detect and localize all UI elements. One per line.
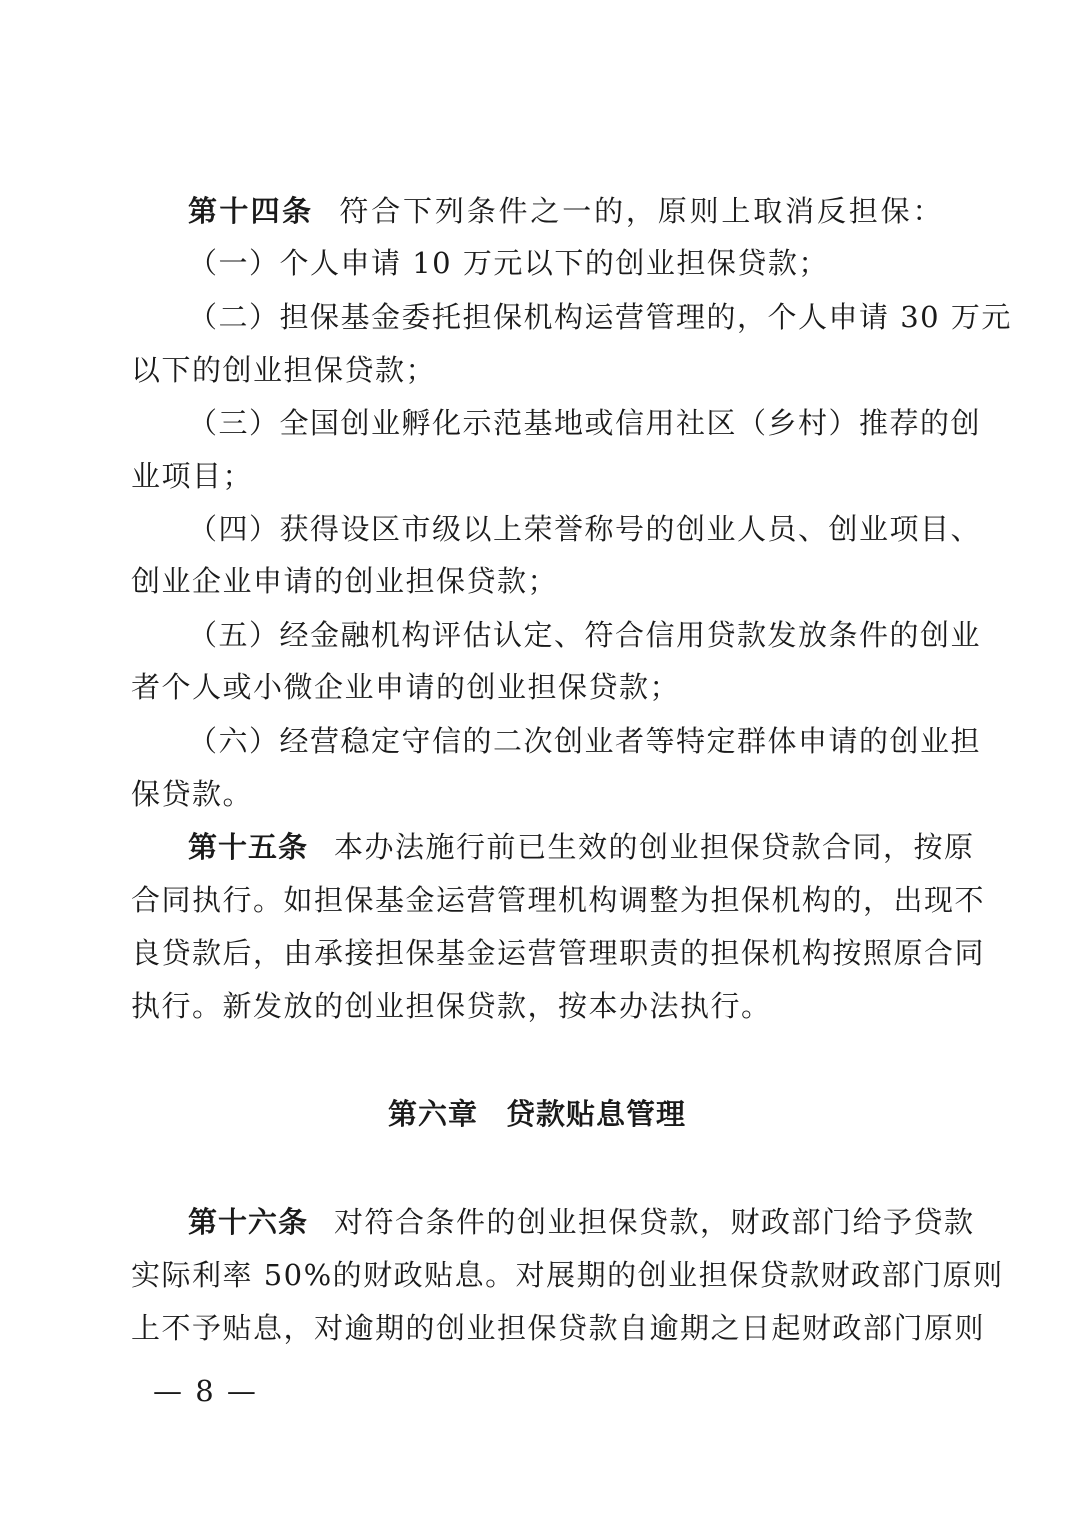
article-14-item-4: （四）获得设区市级以上荣誉称号的创业人员、创业项目、: [188, 512, 982, 546]
article-14-item-3-cont: 业项目；: [131, 459, 254, 493]
article-16-title: 第十六条: [188, 1205, 309, 1239]
article-14-item-2: （二）担保基金委托担保机构运营管理的，个人申请 30 万元: [188, 300, 1012, 334]
article-14-item-3: （三）全国创业孵化示范基地或信用社区（乡村）推荐的创: [188, 406, 982, 440]
article-14-item-6: （六）经营稳定守信的二次创业者等特定群体申请的创业担: [188, 724, 982, 758]
article-14-item-4-cont: 创业企业申请的创业担保贷款；: [131, 564, 559, 598]
article-14-item-2-cont: 以下的创业担保贷款；: [131, 353, 437, 387]
article-14-item-1: （一）个人申请 10 万元以下的创业担保贷款；: [188, 246, 829, 280]
article-14-text: 符合下列条件之一的，原则上取消反担保：: [339, 194, 943, 228]
article-15-line-4: 执行。新发放的创业担保贷款，按本办法执行。: [131, 989, 772, 1023]
article-15-line-2: 合同执行。如担保基金运营管理机构调整为担保机构的，出现不: [131, 883, 986, 917]
article-14-item-5-cont: 者个人或小微企业申请的创业担保贷款；: [131, 670, 681, 704]
page-number: — 8 —: [153, 1374, 258, 1408]
article-16-line-3: 上不予贴息，对逾期的创业担保贷款自逾期之日起财政部门原则: [131, 1311, 986, 1345]
article-16-first-line: [188, 1202, 975, 1242]
article-14-first-line: [188, 191, 943, 231]
chapter-heading: [0, 1094, 1074, 1134]
article-14-item-5: （五）经金融机构评估认定、符合信用贷款发放条件的创业: [188, 618, 982, 652]
article-14-item-6-cont: 保贷款。: [131, 777, 254, 811]
chapter-number: 第六章: [387, 1097, 478, 1131]
article-15-line-3: 良贷款后，由承接担保基金运营管理职责的担保机构按照原合同: [131, 936, 986, 970]
article-15-first-line: [188, 827, 975, 867]
article-16-line-2: 实际利率 50%的财政贴息。对展期的创业担保贷款财政部门原则: [131, 1258, 1004, 1292]
article-15-title: 第十五条: [188, 830, 309, 864]
article-14-title: 第十四条: [188, 194, 314, 228]
article-16-text: 对符合条件的创业担保贷款，财政部门给予贷款: [334, 1205, 975, 1239]
chapter-title: 贷款贴息管理: [506, 1097, 687, 1131]
article-15-text: 本办法施行前已生效的创业担保贷款合同，按原: [334, 830, 975, 864]
